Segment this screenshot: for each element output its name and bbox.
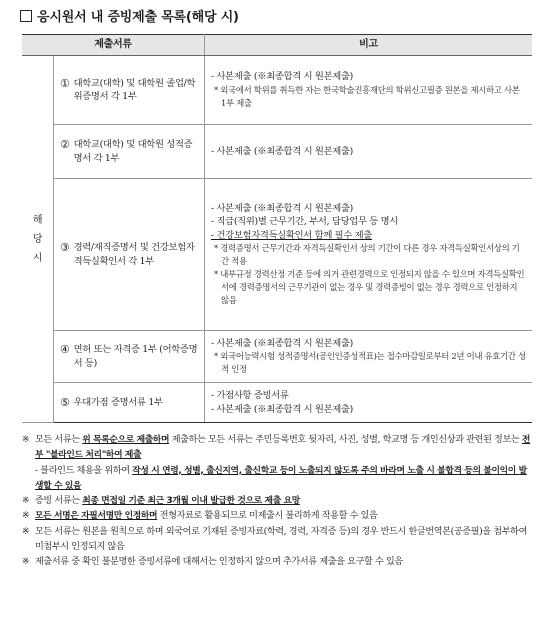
section-title: 응시원서 내 증빙제출 목록(해당 시)	[20, 6, 239, 25]
document-cell: ④ 면허 또는 자격증 1부 (어학증명서 등)	[54, 331, 205, 383]
note-item: ※ 모든 서명은 자필서명만 인정하며 전형자료로 활용되므로 미제출시 불리하게 작용할 수 있음	[22, 509, 534, 524]
header-remarks: 비고	[205, 35, 533, 56]
remark-cell: - 사본제출 (※최종합격 시 원본제출)	[205, 125, 533, 179]
table-row	[22, 383, 532, 423]
note-item: ※ 모든 서류는 원본을 원칙으로 하며 외국어로 기재된 증빙자료(학력, 경력, 자격증 등)의 경우 반드시 한글번역본(공증필)을 첨부하여 미첨부시 인정되지 않음	[22, 525, 534, 556]
document-cell: ① 대학교(대학) 및 대학원 졸업/학위증명서 각 1부	[54, 56, 205, 125]
remark-cell: - 가점사항 증빙서류 - 사본제출 (※최종합격 시 원본제출)	[205, 383, 533, 423]
note-item: ※ 제출서류 중 확인 불분명한 증빙서류에 대해서는 인정하지 않으며 추가서류 제출을 요구할 수 있음	[22, 555, 534, 570]
table-row	[22, 56, 532, 125]
table-row	[22, 179, 532, 331]
note-item: ※ 모든 서류는 위 목록순으로 제출하며 제출하는 모든 서류는 주민등록번호 뒷자리, 사진, 성별, 학교명 등 개인신상과 관련된 정보는 전부 "블라인드 처리"하여 제출	[22, 433, 534, 464]
table-row	[22, 125, 532, 179]
notes-section	[22, 433, 534, 570]
remark-cell: - 사본제출 (※최종합격 시 원본제출) * 외국어능력시험 성적증명서(공인인증성적표)는 접수마감일로부터 2년 이내 유효기간 성적 인정	[205, 331, 533, 383]
remark-cell: - 사본제출 (※최종합격 시 원본제출) - 직급(직위)별 근무기간, 부서, 담당업무 등 명시 - 건강보험자격득실확인서 함께 필수 제출 * 경력증명서 근무기간과 자격득실확인서 상의 기간이 다른 경우 자격득실확인서상의 기간 적용 * 내부규정 경력산정 기준 등에 의거 관련경력으로 인정되지 않을 수 있으며 자격득실확인서에 경력증명서의 근무기관이 없는 경우 및 경력증빙이 없는 경우 경력으로 인정하지 않음	[205, 179, 533, 331]
document-cell: ③ 경력/재직증명서 및 건강보험자격득실확인서 각 1부	[54, 179, 205, 331]
reference-mark: ※	[22, 557, 30, 568]
category-cell: 해 당 시	[22, 56, 54, 423]
reference-mark: ※	[22, 435, 30, 445]
table-header-row	[22, 35, 532, 56]
note-item: ※ 증빙 서류는 최종 면접일 기준 최근 3개월 이내 발급한 것으로 제출 요망	[22, 494, 534, 509]
table-row	[22, 331, 532, 383]
document-cell: ⑤ 우대가점 증명서류 1부	[54, 383, 205, 423]
document-cell: ② 대학교(대학) 및 대학원 성적증명서 각 1부	[54, 125, 205, 179]
submission-table	[22, 34, 532, 423]
checkbox-square-icon	[20, 10, 32, 22]
reference-mark: ※	[22, 526, 30, 537]
reference-mark: ※	[22, 496, 30, 507]
remark-cell: - 사본제출 (※최종합격 시 원본제출) * 외국에서 학위를 취득한 자는 한국학술진흥재단의 학위신고필증 원본을 제시하고 사본 1부 제출	[205, 56, 533, 125]
reference-mark: ※	[22, 511, 30, 522]
header-documents: 제출서류	[22, 35, 205, 56]
note-subitem: - 블라인드 채용을 위하여 작성 시 연령, 성별, 출신지역, 출신학교 등이 노출되지 않도록 주의 바라며 노출 시 불합격 등의 불이익이 발생할 수 있음	[35, 465, 527, 491]
